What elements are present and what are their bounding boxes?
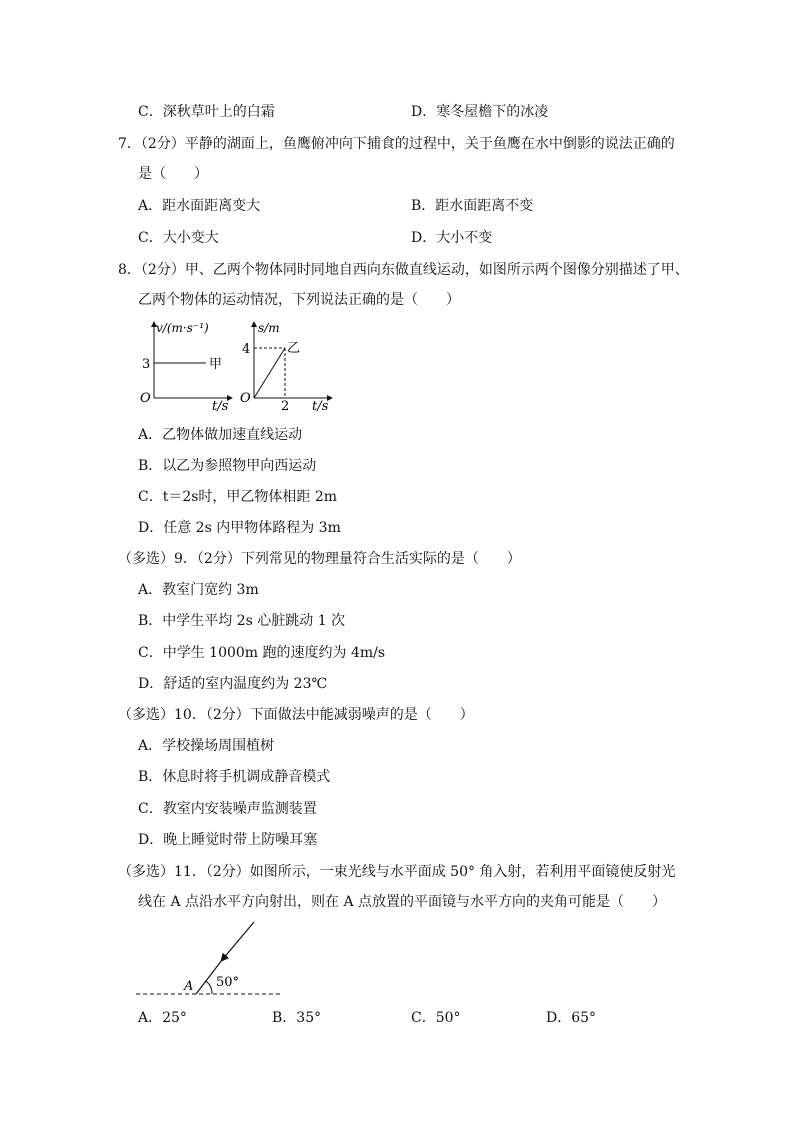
q8-option-b: B．以乙为参照物甲向西运动 [138,458,317,474]
q8-graph1-series-label: 甲 [209,357,223,372]
q11-angle-arc [206,981,212,994]
q8-graph1-origin: O [140,391,151,406]
q11-point-label: A [184,979,194,994]
q7-option-a: A．距水面距离变大 [138,198,261,214]
q8-graph2-ytick: 4 [242,342,251,357]
q7-option-c: C．大小变大 [138,230,219,246]
q10-option-c: C．教室内安装噪声监测装置 [138,801,317,817]
q9-option-b: B．中学生平均 2s 心脏跳动 1 次 [138,613,346,629]
q6-option-d: D．寒冬屋檐下的冰凌 [411,104,549,120]
q6-option-c: C．深秋草叶上的白霜 [138,104,275,120]
q9-option-a: A．教室门宽约 3m [138,582,259,598]
q11-figure [130,918,290,1000]
q8-graph2-ylabel: s/m [258,321,280,335]
q8-figure [130,318,350,418]
q7-option-b: B．距水面距离不变 [411,198,534,214]
q7-stem-line1: 7．（2分）平静的湖面上，鱼鹰俯冲向下捕食的过程中，关于鱼鹰在水中倒影的说法正确的 [118,136,675,152]
q8-option-a: A．乙物体做加速直线运动 [138,427,303,443]
q11-incident-ray [222,922,254,960]
q11-option-b: B．35° [272,1010,322,1026]
q8-graph2-xtick: 2 [281,399,290,414]
q8-stem-line1: 8．（2分）甲、乙两个物体同时同地自西向东做直线运动，如图所示两个图像分别描述了甲、 [118,262,689,278]
q7-option-d: D．大小不变 [411,230,493,246]
q8-graph2-series-line [254,348,285,398]
q11-option-a: A．25° [138,1010,187,1026]
q9-stem: （多选）9．（2分）下列常见的物理量符合生活实际的是（ ） [118,551,521,567]
q8-graph2-st [240,321,330,414]
q11-stem-line1: （多选）11．（2分）如图所示，一束光线与水平面成 50° 角入射，若利用平面镜使反射光 [118,864,676,880]
q8-graph2-xlabel: t/s [312,399,329,414]
q7-stem-line2: 是（ ） [138,166,208,182]
q11-option-d: D．65° [546,1010,597,1026]
q10-option-b: B．休息时将手机调成静音模式 [138,769,331,785]
q8-graph1-ylabel: v/(m·s⁻¹) [156,321,209,335]
q10-option-d: D．晚上睡觉时带上防噪耳塞 [138,832,318,848]
q8-graph2-series-label: 乙 [287,341,301,356]
q8-option-d: D．任意 2s 内甲物体路程为 3m [138,520,341,536]
q11-option-c: C．50° [411,1010,461,1026]
q8-graph2-origin: O [240,391,251,406]
q10-option-a: A．学校操场周围植树 [138,738,275,754]
q8-stem-line2: 乙两个物体的运动情况，下列说法正确的是（ ） [138,292,460,308]
q8-option-c: C．t＝2s时，甲乙物体相距 2m [138,489,338,505]
q8-graph1-xlabel: t/s [212,399,229,414]
q9-option-d: D．舒适的室内温度约为 23℃ [138,676,328,692]
q10-stem: （多选）10．（2分）下面做法中能减弱噪声的是（ ） [118,707,474,723]
q11-angle-label: 50° [216,975,240,990]
q8-graph1-ytick: 3 [142,357,151,372]
q8-graph1-vt [140,321,230,414]
q11-stem-line2: 线在 A 点沿水平方向射出，则在 A 点放置的平面镜与水平方向的夹角可能是（ ） [138,894,667,910]
q9-option-c: C．中学生 1000m 跑的速度约为 4m/s [138,645,386,661]
